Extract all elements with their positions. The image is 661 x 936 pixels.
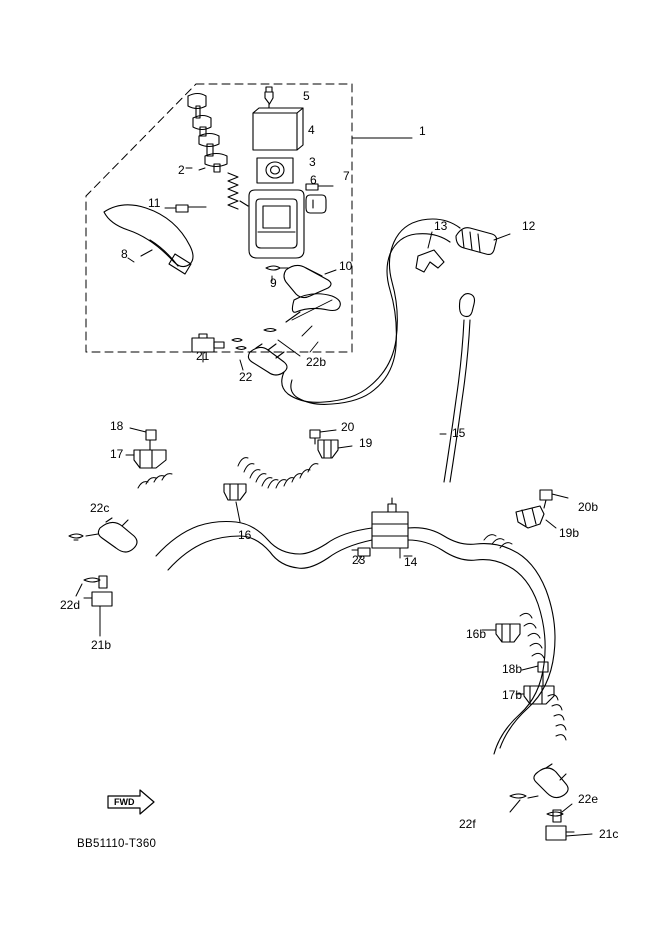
- callout-2: 2: [178, 163, 185, 177]
- callout-16-left: 16: [238, 528, 252, 542]
- callout-11: 11: [148, 196, 161, 210]
- callout-1: 1: [419, 124, 426, 138]
- callout-8: 8: [121, 247, 128, 261]
- callout-17-right: 17b: [502, 688, 523, 702]
- fwd-arrow-label: FWD: [114, 797, 135, 807]
- callout-21-right: 21c: [599, 827, 619, 841]
- callout-14: 14: [404, 555, 418, 569]
- callout-18-right: 18b: [502, 662, 523, 676]
- callout-22-d: 22d: [60, 598, 81, 612]
- callout-7: 7: [343, 169, 350, 183]
- callout-22-a: 22: [239, 370, 253, 384]
- callout-6: 6: [310, 173, 317, 187]
- callout-17-left: 17: [110, 447, 124, 461]
- callout-19-left: 19: [359, 436, 373, 450]
- callout-4: 4: [308, 123, 315, 137]
- callout-13: 13: [434, 219, 448, 233]
- callout-15: 15: [452, 426, 466, 440]
- callout-10: 10: [339, 259, 353, 273]
- callout-3: 3: [309, 155, 316, 169]
- callout-22-c: 22c: [90, 501, 110, 515]
- callout-20-right: 20b: [578, 500, 599, 514]
- callout-23: 23: [352, 553, 366, 567]
- callout-16-right: 16b: [466, 627, 487, 641]
- callout-9: 9: [270, 276, 277, 290]
- callout-21-left: 21b: [91, 638, 112, 652]
- callout-19-right: 19b: [559, 526, 580, 540]
- callout-5: 5: [303, 89, 310, 103]
- callout-22-b: 22b: [306, 355, 327, 369]
- callout-21-top: 21: [196, 349, 210, 363]
- callout-22-e: 22e: [578, 792, 599, 806]
- diagram-part-code: BB51110-T360: [77, 838, 157, 850]
- callout-20-left: 20: [341, 420, 355, 434]
- callout-12: 12: [522, 219, 536, 233]
- callout-22-f: 22f: [459, 817, 476, 831]
- callout-18-left: 18: [110, 419, 124, 433]
